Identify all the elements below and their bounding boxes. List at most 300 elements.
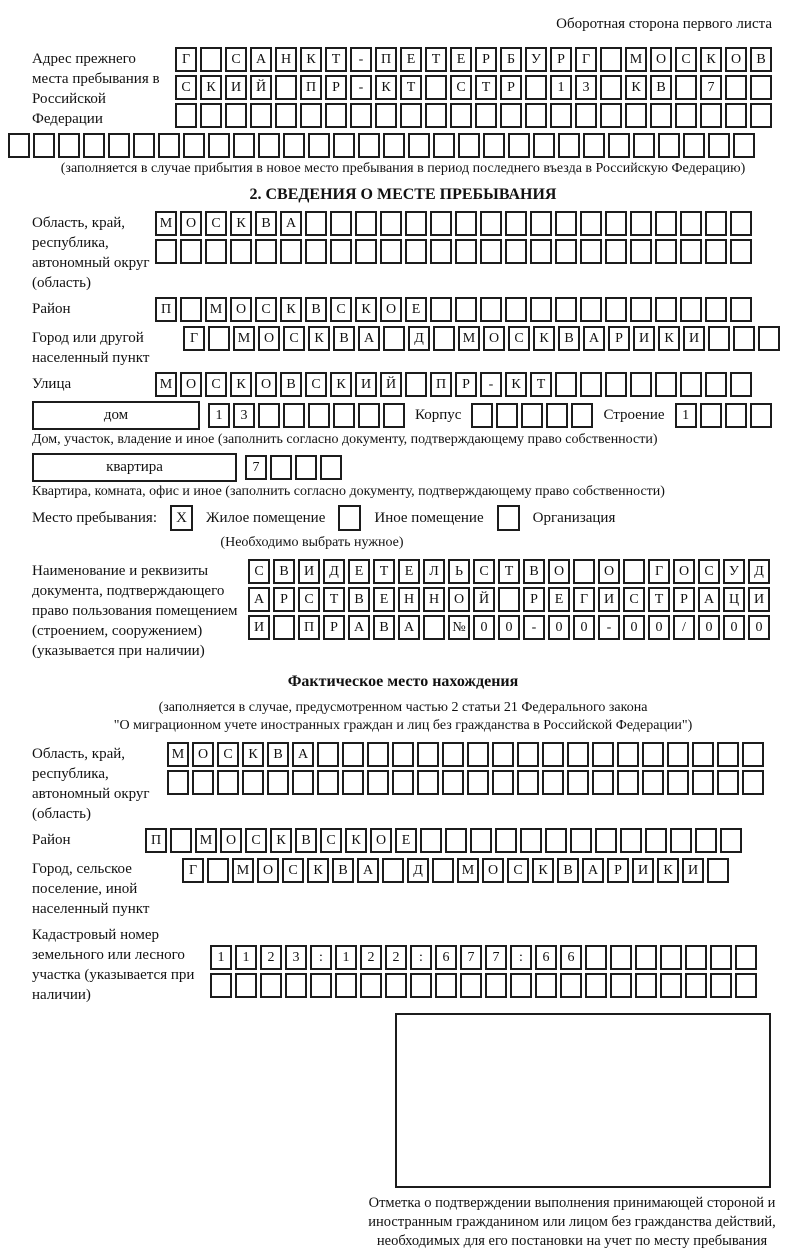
char-cell [730,297,752,322]
char-cell: Г [575,47,597,72]
char-cell [550,103,572,128]
char-cell: С [175,75,197,100]
char-cell [207,858,229,883]
house-note: Дом, участок, владение и иное (заполнить согласно документу, подтверждающему право собственности) [32,432,658,447]
char-cell [525,75,547,100]
char-cell [742,742,764,767]
char-cell: В [557,858,579,883]
char-cell: К [230,211,252,236]
char-cell: О [650,47,672,72]
city-block [32,326,774,368]
char-cell [625,103,647,128]
char-cell: У [525,47,547,72]
char-cell: С [245,828,267,853]
stay-option-other-checkbox [338,505,361,531]
char-cell [317,770,339,795]
char-cell: Е [373,587,395,612]
char-cell [675,75,697,100]
char-cell [58,133,80,158]
char-cell: А [357,858,379,883]
char-cell [630,372,652,397]
stay-type-label: Место пребывания: [32,509,157,526]
stay-option-residential-checkbox: X [170,505,193,531]
region-block [32,211,774,293]
char-cell [445,828,467,853]
char-cell: - [350,47,372,72]
document-cell-rows [248,559,770,640]
char-cell [320,455,342,480]
char-cell [560,973,582,998]
char-cell [480,239,502,264]
char-cell: 1 [235,945,257,970]
char-cell: 3 [575,75,597,100]
char-cell: Г [175,47,197,72]
char-cell: Р [673,587,695,612]
char-cell [333,403,355,428]
char-cell [192,770,214,795]
char-cell [183,133,205,158]
char-cell: У [723,559,745,584]
stay-option-residential-label: Жилое помещение [206,509,326,526]
char-cell: С [450,75,472,100]
char-cell [417,742,439,767]
char-cell: С [305,372,327,397]
korpus-cells [471,403,593,428]
char-cell: О [258,326,280,351]
prev-address-cell-rows [175,47,772,128]
char-cell: В [650,75,672,100]
char-cell [392,770,414,795]
char-cell [505,211,527,236]
char-cell: : [510,945,532,970]
char-cell [605,297,627,322]
char-cell [585,973,607,998]
char-cell: К [355,297,377,322]
char-cell [605,211,627,236]
char-cell [335,973,357,998]
char-cell [205,239,227,264]
char-cell: А [292,742,314,767]
prev-address-row-2 [175,75,772,100]
char-cell: Д [748,559,770,584]
char-cell [555,211,577,236]
char-cell: С [698,559,720,584]
char-cell [758,326,780,351]
char-cell [400,103,422,128]
char-cell [680,372,702,397]
char-cell [635,945,657,970]
char-cell: В [305,297,327,322]
char-cell [455,239,477,264]
char-cell [200,47,222,72]
char-cell: С [623,587,645,612]
char-cell [225,103,247,128]
document-row-3 [248,615,770,640]
char-cell [433,326,455,351]
char-cell: С [298,587,320,612]
char-cell: 6 [535,945,557,970]
char-cell: - [523,615,545,640]
char-cell: С [225,47,247,72]
char-cell [633,133,655,158]
char-cell: - [350,75,372,100]
char-cell [495,828,517,853]
char-cell: О [380,297,402,322]
char-cell [555,297,577,322]
char-cell [250,103,272,128]
char-cell: А [583,326,605,351]
char-cell [405,239,427,264]
char-cell [330,239,352,264]
char-cell: К [280,297,302,322]
char-cell [8,133,30,158]
char-cell: С [283,326,305,351]
char-cell [583,133,605,158]
char-cell [592,742,614,767]
char-cell [470,828,492,853]
header-note: Оборотная сторона первого листа [556,16,772,32]
char-cell: Е [405,297,427,322]
char-cell: Т [400,75,422,100]
char-cell: К [230,372,252,397]
char-cell: А [358,326,380,351]
char-cell: Т [648,587,670,612]
char-cell [155,239,177,264]
char-cell [710,945,732,970]
char-cell: 1 [675,403,697,428]
actual-region-row-2 [167,770,764,795]
char-cell: К [657,858,679,883]
char-cell: К [532,858,554,883]
char-cell [705,211,727,236]
char-cell [483,133,505,158]
char-cell: Е [548,587,570,612]
district-block [32,297,774,322]
char-cell: 2 [360,945,382,970]
char-cell: К [270,828,292,853]
char-cell: Р [323,615,345,640]
char-cell: К [330,372,352,397]
char-cell [505,239,527,264]
actual-city-row [182,858,729,883]
char-cell [655,211,677,236]
document-row-2 [248,587,770,612]
char-cell [275,75,297,100]
char-cell: А [348,615,370,640]
char-cell [432,858,454,883]
char-cell [675,103,697,128]
char-cell [708,326,730,351]
char-cell: П [145,828,167,853]
char-cell: О [598,559,620,584]
char-cell: Е [398,559,420,584]
prev-address-row-1 [175,47,772,72]
char-cell: 7 [485,945,507,970]
char-cell: - [480,372,502,397]
char-cell [405,211,427,236]
char-cell: П [430,372,452,397]
stay-option-other-label: Иное помещение [374,509,484,526]
char-cell [455,211,477,236]
char-cell: Г [648,559,670,584]
char-cell [733,326,755,351]
char-cell: Р [523,587,545,612]
char-cell [705,297,727,322]
char-cell [285,973,307,998]
char-cell: И [355,372,377,397]
char-cell: В [273,559,295,584]
char-cell [571,403,593,428]
char-cell [617,742,639,767]
char-cell [635,973,657,998]
char-cell: О [180,211,202,236]
char-cell [660,945,682,970]
house-number-cells [208,403,405,428]
char-cell [717,742,739,767]
char-cell: Н [423,587,445,612]
char-cell [208,133,230,158]
char-cell [467,770,489,795]
char-cell: О [230,297,252,322]
char-cell: 1 [208,403,230,428]
char-cell: Е [450,47,472,72]
actual-region-label: Область, край, республика, автономный округ (область) [32,746,150,822]
char-cell [383,133,405,158]
char-cell: Г [573,587,595,612]
char-cell: А [250,47,272,72]
char-cell [355,239,377,264]
apartment-cells [245,455,342,480]
city-label: Город или другой населенный пункт [32,330,150,366]
cadastral-label: Кадастровый номер земельного или лесного участка (указывается при наличии) [32,927,195,1003]
char-cell: 7 [460,945,482,970]
actual-city-block [32,857,774,919]
char-cell [458,133,480,158]
char-cell [425,103,447,128]
char-cell: А [698,587,720,612]
char-cell [517,770,539,795]
char-cell [410,973,432,998]
char-cell [660,973,682,998]
char-cell: И [248,615,270,640]
char-cell [500,103,522,128]
char-cell: И [682,858,704,883]
char-cell: Т [373,559,395,584]
char-cell [725,103,747,128]
district-label: Район [32,301,71,317]
actual-location-note-2: "О миграционном учете иностранных граждан и лиц без гражданства в Российской Федерации") [113,718,693,733]
char-cell [170,828,192,853]
char-cell [680,239,702,264]
char-cell [592,770,614,795]
char-cell: : [410,945,432,970]
char-cell [750,103,772,128]
char-cell [630,239,652,264]
char-cell [546,403,568,428]
char-cell [167,770,189,795]
char-cell: Т [325,47,347,72]
char-cell: А [398,615,420,640]
char-cell: Д [407,858,429,883]
char-cell: 0 [473,615,495,640]
char-cell: 7 [700,75,722,100]
cadastral-cell-rows [210,945,757,998]
char-cell: И [225,75,247,100]
char-cell [580,372,602,397]
char-cell: 1 [210,945,232,970]
char-cell: О [725,47,747,72]
char-cell: Н [275,47,297,72]
char-cell [270,455,292,480]
apartment-note: Квартира, комната, офис и иное (заполнить согласно документу, подтверждающему право собственности) [32,484,665,499]
char-cell: С [508,326,530,351]
apartment-type-box: квартира [32,453,237,482]
prev-address-label: Адрес прежнего места пребывания в Российской Федерации [32,51,160,127]
char-cell: М [458,326,480,351]
char-cell [683,133,705,158]
char-cell: Д [323,559,345,584]
stay-option-organization-label: Организация [532,509,616,526]
char-cell [707,858,729,883]
char-cell [380,239,402,264]
char-cell [600,47,622,72]
char-cell [305,239,327,264]
char-cell [505,297,527,322]
char-cell: М [155,372,177,397]
char-cell [417,770,439,795]
char-cell [180,239,202,264]
char-cell [305,211,327,236]
char-cell [423,615,445,640]
char-cell [380,211,402,236]
char-cell [133,133,155,158]
char-cell [342,770,364,795]
char-cell [530,239,552,264]
char-cell [360,973,382,998]
apartment-block [32,453,774,482]
char-cell [735,973,757,998]
char-cell: Е [348,559,370,584]
char-cell: 0 [723,615,745,640]
char-cell: А [582,858,604,883]
char-cell [730,372,752,397]
prev-address-row-3 [175,103,772,128]
char-cell [480,297,502,322]
char-cell: / [673,615,695,640]
char-cell: С [330,297,352,322]
char-cell: М [167,742,189,767]
char-cell [405,372,427,397]
char-cell [530,211,552,236]
char-cell: Д [408,326,430,351]
char-cell: 0 [573,615,595,640]
char-cell: С [217,742,239,767]
char-cell: С [255,297,277,322]
char-cell: К [242,742,264,767]
char-cell [233,133,255,158]
char-cell [382,858,404,883]
char-cell [433,133,455,158]
char-cell: С [675,47,697,72]
char-cell: П [375,47,397,72]
char-cell [680,297,702,322]
char-cell: 3 [285,945,307,970]
char-cell: К [505,372,527,397]
char-cell: О [192,742,214,767]
char-cell [705,239,727,264]
char-cell [525,103,547,128]
char-cell [367,742,389,767]
region-row-2 [155,239,752,264]
char-cell [567,742,589,767]
char-cell [310,973,332,998]
char-cell [658,133,680,158]
char-cell [555,372,577,397]
char-cell: И [633,326,655,351]
char-cell: М [155,211,177,236]
char-cell: Е [400,47,422,72]
char-cell: 7 [245,455,267,480]
char-cell: Ь [448,559,470,584]
char-cell: С [205,211,227,236]
char-cell [475,103,497,128]
char-cell [492,770,514,795]
char-cell: М [625,47,647,72]
char-cell: С [507,858,529,883]
char-cell: К [307,858,329,883]
actual-location-note-1: (заполняется в случае, предусмотренном частью 2 статьи 21 Федерального закона [158,700,648,715]
char-cell [330,211,352,236]
char-cell [292,770,314,795]
char-cell: Р [325,75,347,100]
char-cell: 0 [698,615,720,640]
char-cell: А [280,211,302,236]
char-cell [655,297,677,322]
region-label: Область, край, республика, автономный округ (область) [32,215,150,291]
char-cell: 0 [648,615,670,640]
actual-district-row [145,828,742,853]
char-cell: 0 [748,615,770,640]
char-cell: 0 [548,615,570,640]
cadastral-row-2 [210,973,757,998]
char-cell [442,770,464,795]
char-cell: - [598,615,620,640]
char-cell: Р [608,326,630,351]
char-cell [685,973,707,998]
char-cell [508,133,530,158]
char-cell [610,973,632,998]
char-cell: М [457,858,479,883]
char-cell [617,770,639,795]
char-cell: К [345,828,367,853]
char-cell [623,559,645,584]
char-cell: : [310,945,332,970]
char-cell [367,770,389,795]
char-cell [317,742,339,767]
char-cell [498,587,520,612]
char-cell [273,615,295,640]
actual-city-label: Город, сельское поселение, иной населенный пункт [32,861,150,917]
stamp-note: Отметка о подтверждении выполнения принимающей стороной и иностранным гражданином или лицом без гражданства действий, необходимых для его постановки на учет по месту пребывания [368,1195,776,1249]
char-cell [585,945,607,970]
char-cell [670,828,692,853]
char-cell: И [598,587,620,612]
char-cell: С [248,559,270,584]
char-cell [342,742,364,767]
char-cell [595,828,617,853]
char-cell [255,239,277,264]
char-cell [655,239,677,264]
